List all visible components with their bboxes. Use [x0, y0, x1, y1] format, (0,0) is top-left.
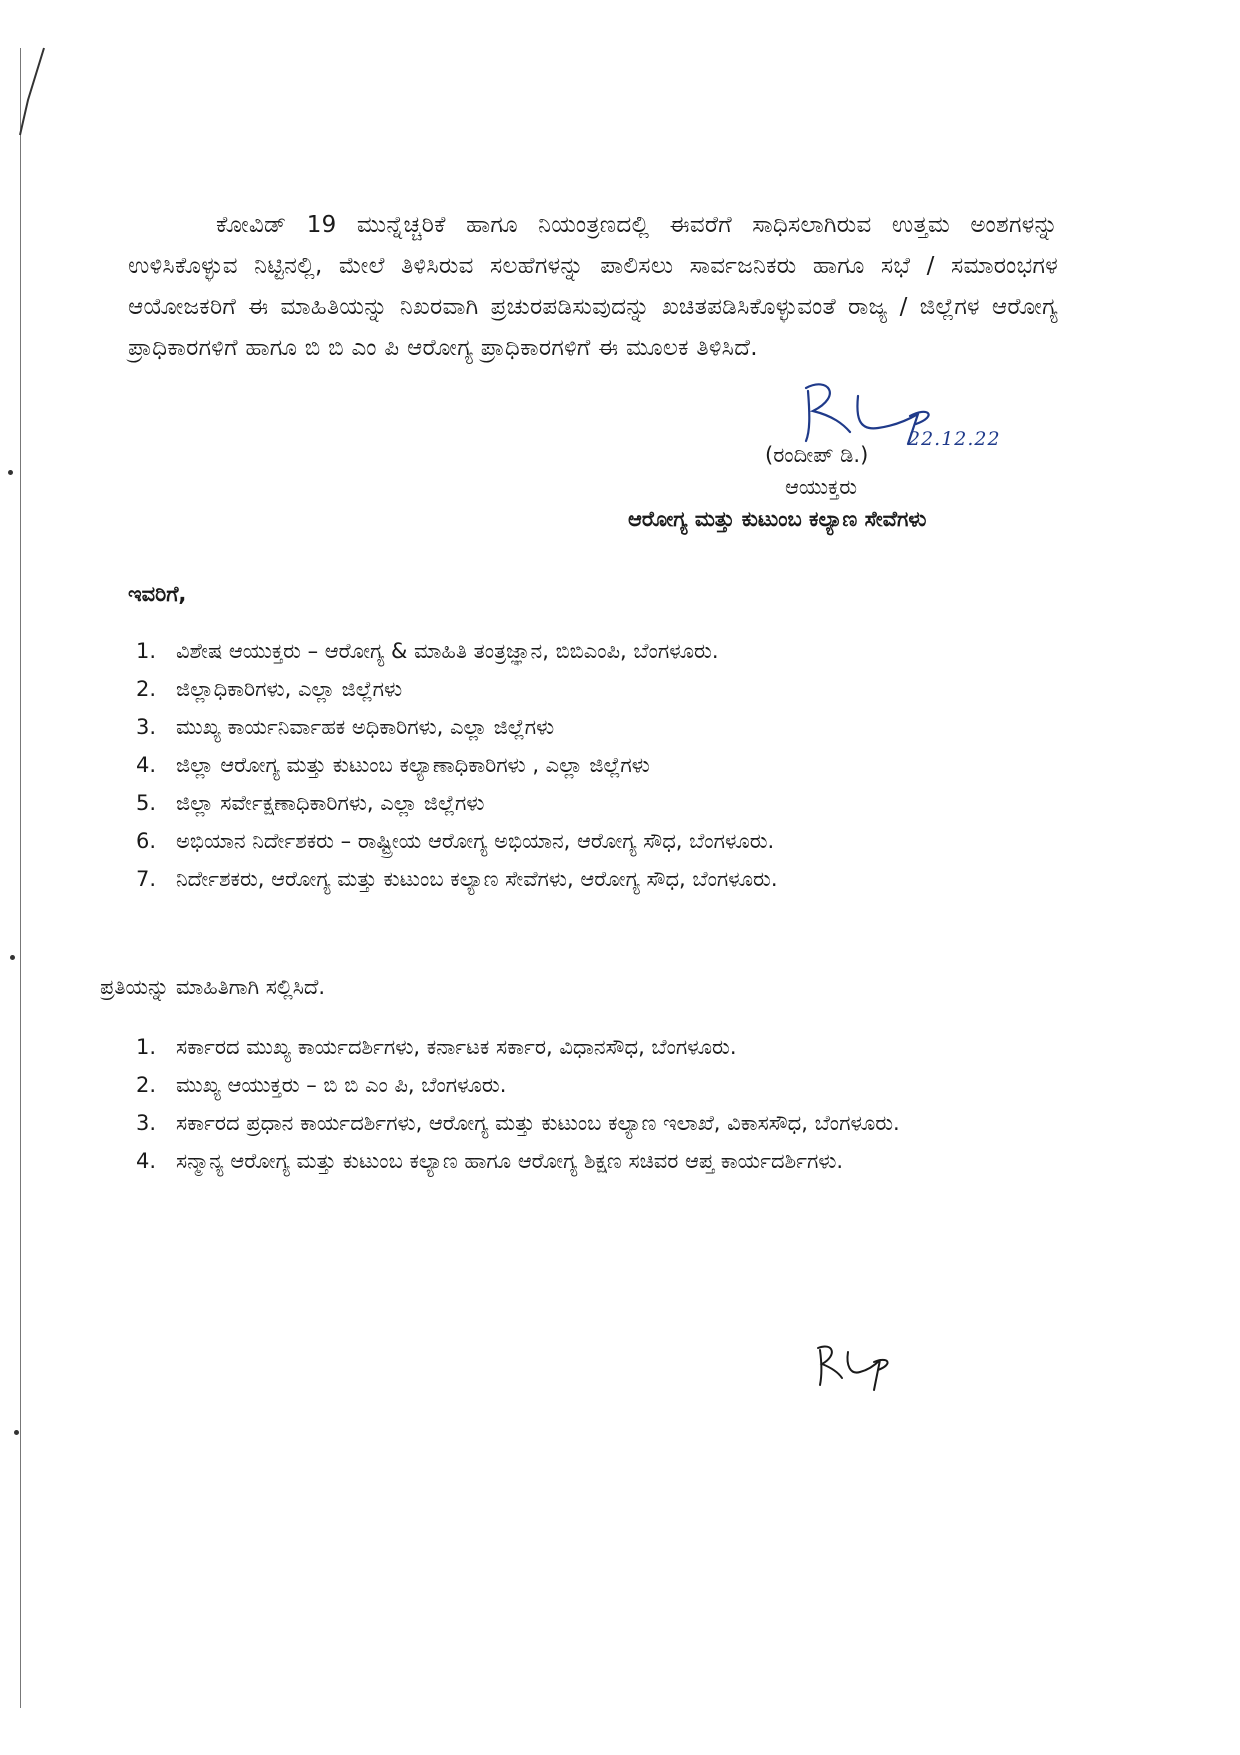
- signatory-title: ಆಯುಕ್ತರು: [785, 475, 858, 499]
- list-item: 2. ಜಿಲ್ಲಾಧಿಕಾರಿಗಳು, ಎಲ್ಲಾ ಜಿಲ್ಲೆಗಳು: [136, 677, 403, 701]
- list-item: 4. ಸನ್ಮಾನ್ಯ ಆರೋಗ್ಯ ಮತ್ತು ಕುಟುಂಬ ಕಲ್ಯಾಣ ಹಾಗೂ ಆರೋಗ್ಯ ಶಿಕ್ಷಣ ಸಚಿವರ ಆಪ್ತ ಕಾರ್ಯದರ್ಶಿಗಳು.: [136, 1149, 844, 1173]
- list-item: 4. ಜಿಲ್ಲಾ ಆರೋಗ್ಯ ಮತ್ತು ಕುಟುಂಬ ಕಲ್ಯಾಣಾಧಿಕಾರಿಗಳು , ಎಲ್ಲಾ ಜಿಲ್ಲೆಗಳು: [136, 753, 650, 777]
- list-item: 7. ನಿರ್ದೇಶಕರು, ಆರೋಗ್ಯ ಮತ್ತು ಕುಟುಂಬ ಕಲ್ಯಾಣ ಸೇವೆಗಳು, ಆರೋಗ್ಯ ಸೌಧ, ಬೆಂಗಳೂರು.: [136, 867, 778, 891]
- list-item: 5. ಜಿಲ್ಲಾ ಸರ್ವೇಕ್ಷಣಾಧಿಕಾರಿಗಳು, ಎಲ್ಲಾ ಜಿಲ್ಲೆಗಳು: [136, 791, 485, 815]
- signatory-department: ಆರೋಗ್ಯ ಮತ್ತು ಕುಟುಂಬ ಕಲ್ಯಾಣ ಸೇವೆಗಳು: [628, 507, 927, 531]
- copy-to-heading: ಪ್ರತಿಯನ್ನು ಮಾಹಿತಿಗಾಗಿ ಸಲ್ಲಿಸಿದೆ.: [100, 975, 326, 999]
- list-item: 3. ಮುಖ್ಯ ಕಾರ್ಯನಿರ್ವಾಹಕ ಅಧಿಕಾರಿಗಳು, ಎಲ್ಲಾ ಜಿಲ್ಲೆಗಳು: [136, 715, 555, 739]
- list-item: 1. ವಿಶೇಷ ಆಯುಕ್ತರು – ಆರೋಗ್ಯ & ಮಾಹಿತಿ ತಂತ್ರಜ್ಞಾನ, ಬಿಬಿಎಂಪಿ, ಬೆಂಗಳೂರು.: [136, 639, 719, 663]
- list-item: 3. ಸರ್ಕಾರದ ಪ್ರಧಾನ ಕಾರ್ಯದರ್ಶಿಗಳು, ಆರೋಗ್ಯ ಮತ್ತು ಕುಟುಂಬ ಕಲ್ಯಾಣ ಇಲಾಖೆ, ವಿಕಾಸಸೌಧ, ಬೆಂಗಳೂರು.: [136, 1111, 900, 1135]
- signature-date: 22.12.22: [908, 428, 1001, 450]
- pen-stroke-mark: [0, 0, 60, 140]
- copy-to-list: [136, 1030, 1056, 1182]
- scan-margin-line: [20, 48, 21, 1708]
- hole-punch-mark: [8, 470, 13, 475]
- body-paragraph: ಕೋವಿಡ್ 19 ಮುನ್ನೆಚ್ಚರಿಕೆ ಹಾಗೂ ನಿಯಂತ್ರಣದಲ್ಲಿ ಈವರೆಗೆ ಸಾಧಿಸಲಾಗಿರುವ ಉತ್ತಮ ಅಂಶಗಳನ್ನು ಉಳಿಸಿಕೊಳ್ಳುವ ನಿಟ್ಟಿನಲ್ಲಿ, ಮೇಲೆ ತಿಳಿಸಿರುವ ಸಲಹೆಗಳನ್ನು ಪಾಲಿಸಲು ಸಾರ್ವಜನಿಕರು ಹಾಗೂ ಸಭೆ / ಸಮಾರಂಭಗಳ ಆಯೋಜಕರಿಗೆ ಈ ಮಾಹಿತಿಯನ್ನು ನಿಖರವಾಗಿ ಪ್ರಚುರಪಡಿಸುವುದನ್ನು ಖಚಿತಪಡಿಸಿಕೊಳ್ಳುವಂತೆ ರಾಜ್ಯ / ಜಿಲ್ಲೆಗಳ ಆರೋಗ್ಯ ಪ್ರಾಧಿಕಾರಗಳಿಗೆ ಹಾಗೂ ಬಿ ಬಿ ಎಂ ಪಿ ಆರೋಗ್ಯ ಪ್ರಾಧಿಕಾರಗಳಿಗೆ ಈ ಮೂಲಕ ತಿಳಿಸಿದೆ.: [128, 212, 1058, 361]
- list-item: 6. ಅಭಿಯಾನ ನಿರ್ದೇಶಕರು – ರಾಷ್ಟ್ರೀಯ ಆರೋಗ್ಯ ಅಭಿಯಾನ, ಆರೋಗ್ಯ ಸೌಧ, ಬೆಂಗಳೂರು.: [136, 829, 775, 853]
- hole-punch-mark: [14, 1430, 19, 1435]
- hole-punch-mark: [10, 955, 15, 960]
- list-item: 2. ಮುಖ್ಯ ಆಯುಕ್ತರು – ಬಿ ಬಿ ಎಂ ಪಿ, ಬೆಂಗಳೂರು.: [136, 1073, 507, 1097]
- recipients-heading: ಇವರಿಗೆ,: [128, 582, 187, 606]
- list-item: 1. ಸರ್ಕಾರದ ಮುಖ್ಯ ಕಾರ್ಯದರ್ಶಿಗಳು, ಕರ್ನಾಟಕ ಸರ್ಕಾರ, ವಿಧಾನಸೌಧ, ಬೆಂಗಳೂರು.: [136, 1035, 737, 1059]
- signatory-name: (ರಂದೀಪ್ ಡಿ.): [765, 443, 869, 467]
- initials-image: [808, 1340, 908, 1400]
- recipients-list: [136, 634, 1036, 900]
